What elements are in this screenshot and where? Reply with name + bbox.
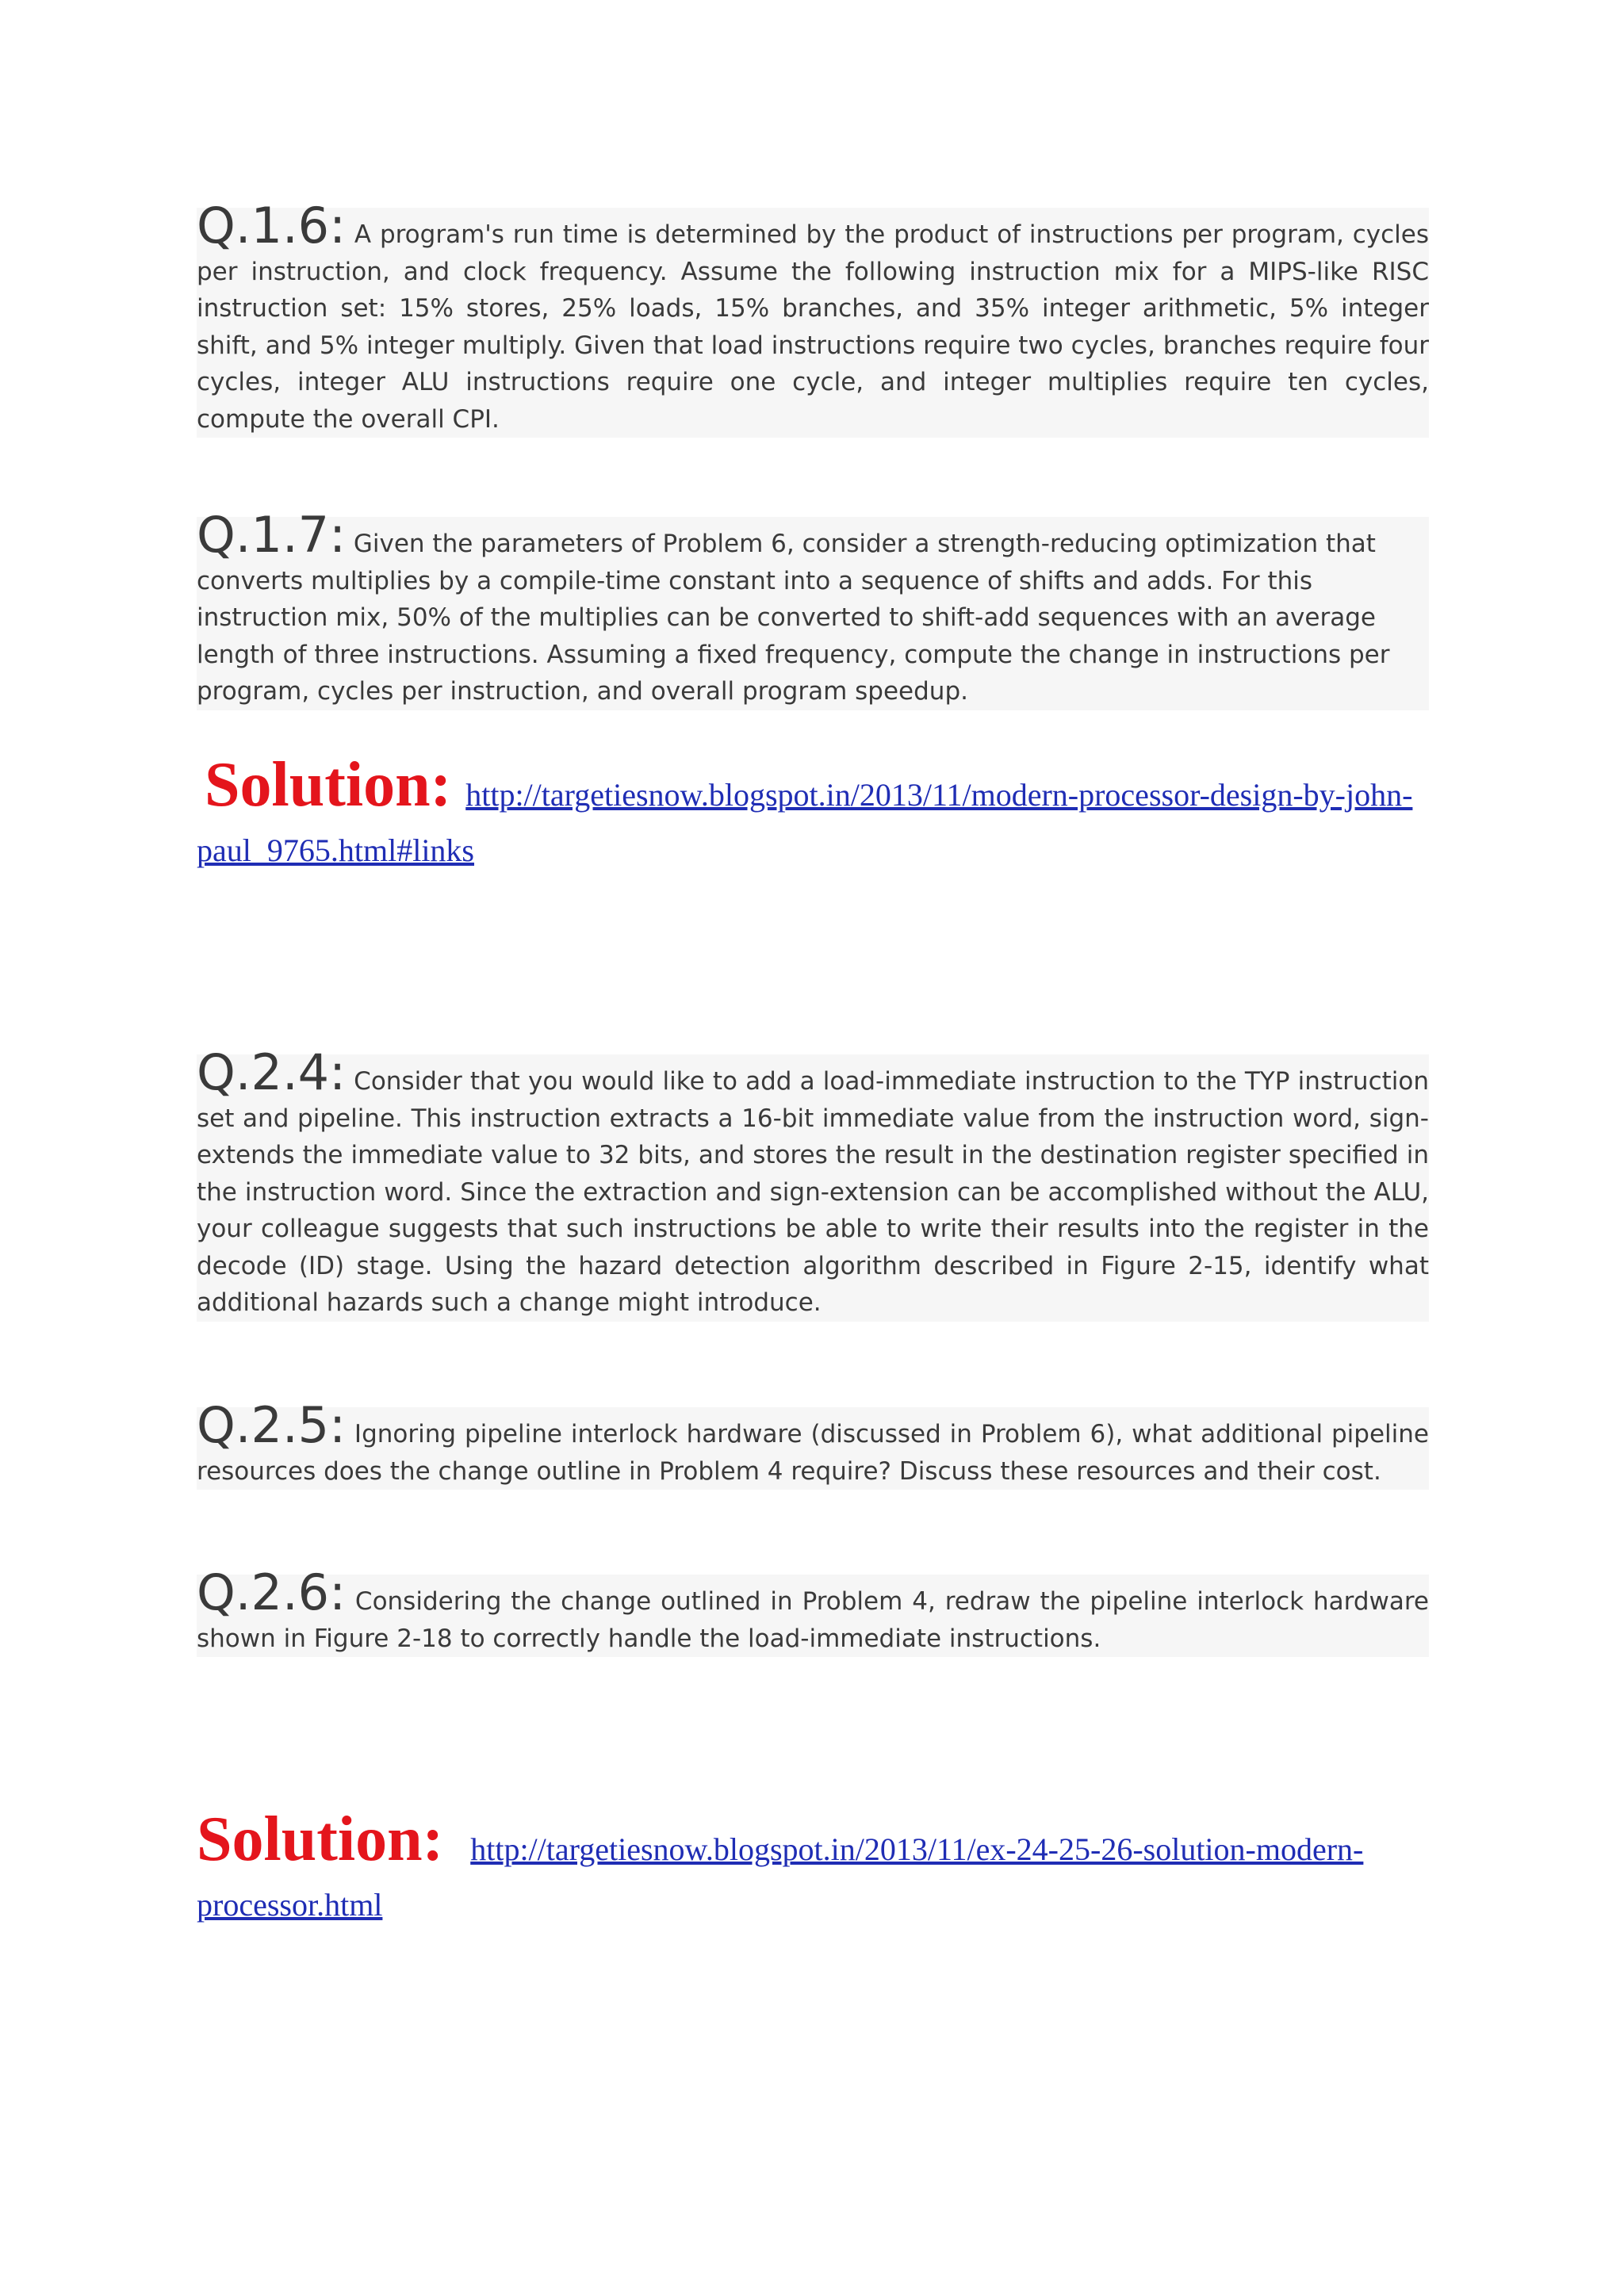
question-1-6 — [197, 197, 1429, 438]
question-text: Consider that you would like to add a load-immediate instruction to the TYP instruction set and pipeline. This instruction extracts a 16-bit immediate value from the instruction word, sign-extends the immediate value to 32 bits, and stores the result in the destination register specified in the instruction word. Since the extraction and sign-extension can be accomplished without the ALU, your colleague suggests that such instructions be able to write their results into the register in the decode (ID) stage. Using the hazard detection algorithm described in Figure 2-15, identify what additional hazards such a change might introduce. — [197, 1067, 1429, 1317]
question-text: Considering the change outlined in Problem 4, redraw the pipeline interlock hardware shown in Figure 2-18 to correctly handle the load-immediate instructions. — [197, 1587, 1429, 1653]
solution-label: Solution: — [197, 1804, 444, 1874]
question-number: Q.1.6: — [197, 197, 346, 254]
question-number: Q.2.5: — [197, 1396, 346, 1454]
question-2-5 — [197, 1396, 1429, 1490]
solution-1 — [197, 750, 1434, 878]
question-text: Given the parameters of Problem 6, consider a strength-reducing optimization that converts multiplies by a compile-time constant into a sequence of shifts and adds. For this instruction mix, 50% of the multiplies can be converted to shift-add sequences with an average length of three instructions. Assuming a fixed frequency, compute the change in instructions per program, cycles per instruction, and overall program speedup. — [197, 530, 1390, 706]
question-2-4 — [197, 1043, 1429, 1322]
solution-link[interactable]: http://targetiesnow.blogspot.in/2013/11/ex-24-25-26-solution-modern-processor.html — [197, 1831, 1364, 1923]
question-1-7-paragraph — [197, 506, 1429, 710]
question-1-7 — [197, 506, 1429, 710]
question-2-5-paragraph — [197, 1396, 1429, 1490]
question-text: A program's run time is determined by the product of instructions per program, cycles per instruction, and clock frequency. Assume the following instruction mix for a MIPS-like RISC instruction set: 15% stores, 25% loads, 15% branches, and 35% integer arithmetic, 5% integer shift, and 5% integer multiply. Given that load instructions require two cycles, branches require four cycles, integer ALU instructions require one cycle, and integer multiplies require ten cycles, compute the overall CPI. — [197, 220, 1429, 434]
question-number: Q.1.7: — [197, 506, 346, 564]
question-number: Q.2.4: — [197, 1043, 346, 1101]
question-1-6-paragraph — [197, 197, 1429, 438]
question-2-4-paragraph — [197, 1043, 1429, 1322]
solution-2 — [197, 1804, 1434, 1933]
question-text: Ignoring pipeline interlock hardware (discussed in Problem 6), what additional pipeline resources does the change outline in Problem 4 require? Discuss these resources and their cost. — [197, 1420, 1429, 1486]
solution-label: Solution: — [205, 750, 452, 820]
question-2-6 — [197, 1563, 1429, 1657]
question-number: Q.2.6: — [197, 1563, 346, 1621]
solution-link[interactable]: http://targetiesnow.blogspot.in/2013/11/modern-processor-design-by-john-paul_9765.html#links — [197, 777, 1413, 868]
question-2-6-paragraph — [197, 1563, 1429, 1657]
